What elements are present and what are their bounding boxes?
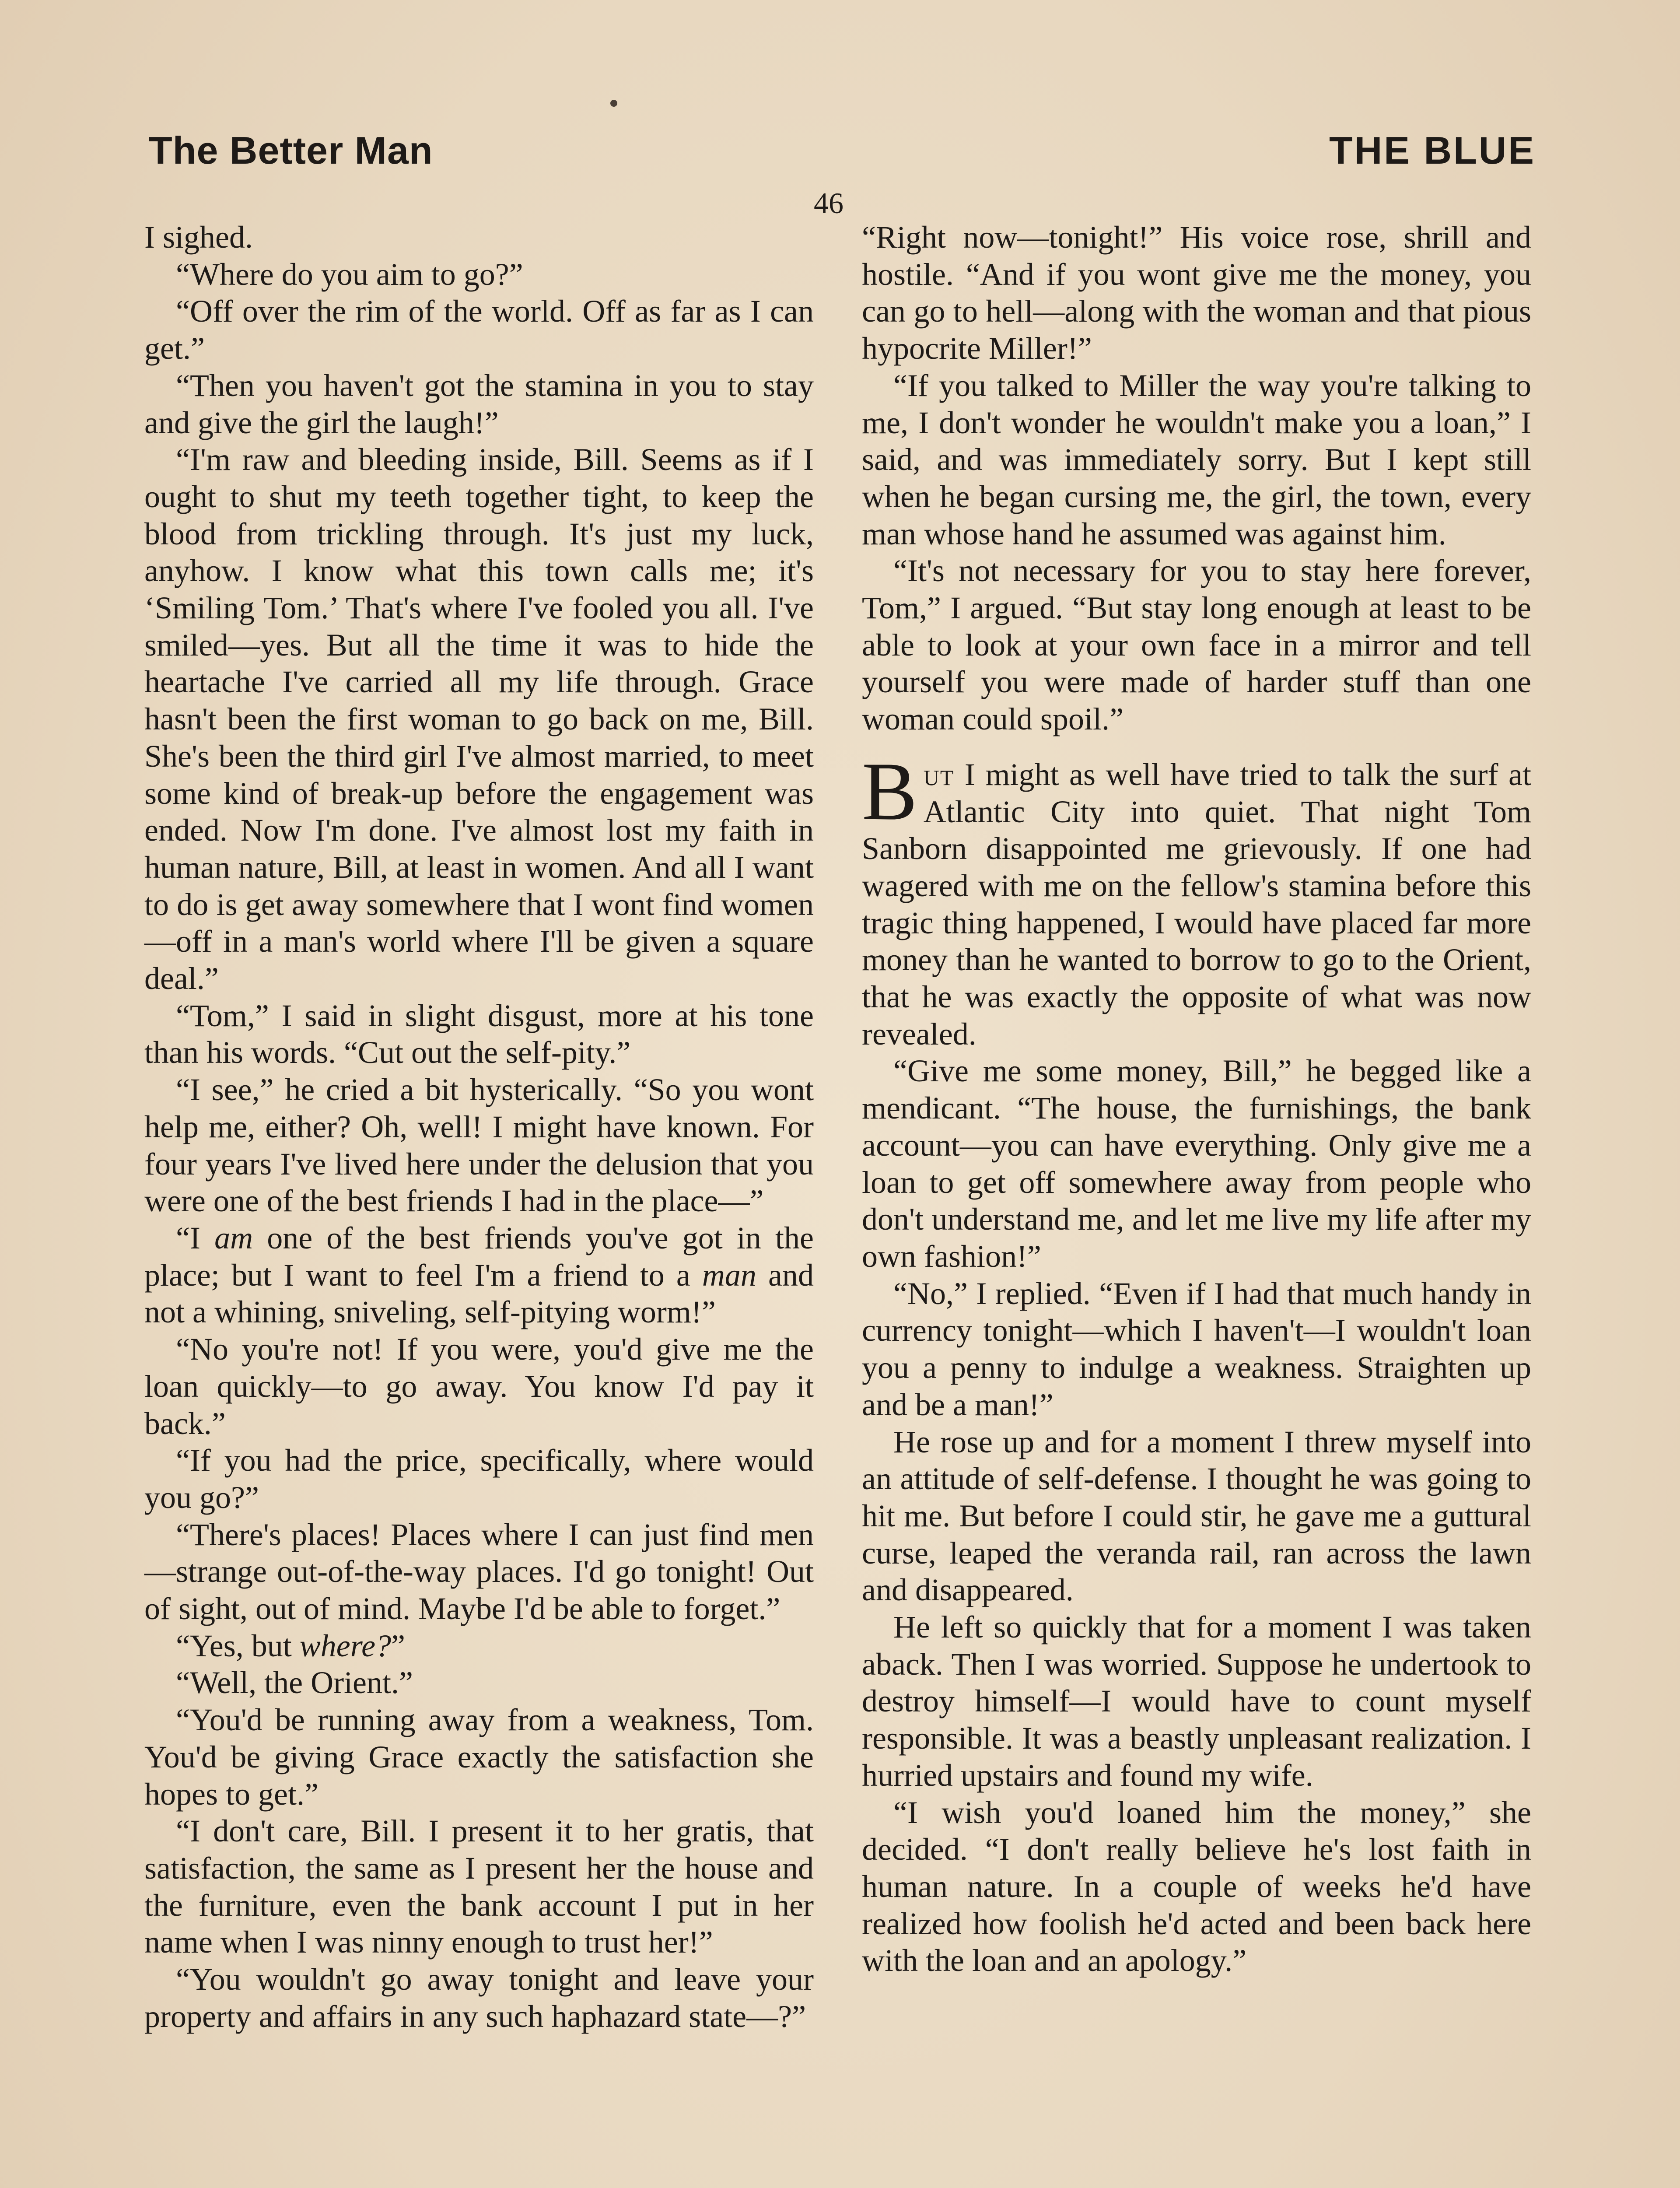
paragraph: “No you're not! If you were, you'd give me the loan quickly—to go away. You know I'd pay it back.” bbox=[144, 1332, 814, 1441]
emphasis: man bbox=[702, 1257, 756, 1293]
paragraph: “You'd be running away from a weakness, Tom. You'd be giving Grace exactly the satisfaction she hopes to get.” bbox=[144, 1702, 814, 1812]
running-head-story-title: The Better Man bbox=[149, 129, 433, 172]
text-run: ” bbox=[391, 1628, 405, 1663]
drop-cap: B bbox=[862, 745, 917, 838]
left-column bbox=[144, 219, 814, 2035]
paragraph: “If you had the price, specifically, where would you go?” bbox=[144, 1443, 814, 1515]
paragraph: “Give me some money, Bill,” he begged like a mendicant. “The house, the furnishings, the bank account—you can have everything. Only give me a loan to get off somewhere away from people who don't understand me, and let me live my life after my own fashion!” bbox=[862, 1053, 1531, 1274]
paragraph-with-emphasis bbox=[144, 1627, 814, 1665]
paragraph: “You wouldn't go away tonight and leave your property and affairs in any such haphazard state—?” bbox=[144, 1962, 814, 2034]
paragraph: He rose up and for a moment I threw myself into an attitude of self-defense. I thought he was going to hit me. But before I could stir, he gave me a guttural curse, leaped the veranda rail, ran across the lawn and disappeared. bbox=[862, 1424, 1531, 1608]
paragraph: “Then you haven't got the stamina in you to stay and give the girl the laugh!” bbox=[144, 368, 814, 440]
section-opening-paragraph bbox=[862, 745, 1531, 1053]
paragraph: “I see,” he cried a bit hysterically. “So you wont help me, either? Oh, well! I might have known. For four years I've lived here under the delusion that you were one of the best friends I had in the place—” bbox=[144, 1072, 814, 1219]
paragraph: “If you talked to Miller the way you're talking to me, I don't wonder he wouldn't make you a loan,” I said, and was immediately sorry. But I kept still when he began cursing me, the girl, the town, every man whose hand he assumed was against him. bbox=[862, 368, 1531, 551]
page-number: 46 bbox=[814, 186, 844, 220]
text-run: “I bbox=[176, 1220, 215, 1255]
paragraph: “Where do you aim to go?” bbox=[176, 256, 523, 292]
paragraph: “Tom,” I said in slight disgust, more at his tone than his words. “Cut out the self-pity.” bbox=[144, 998, 814, 1070]
small-caps-lead: ut bbox=[923, 757, 955, 792]
paragraph: “Well, the Orient.” bbox=[176, 1665, 413, 1701]
text-run: “Yes, but bbox=[176, 1628, 300, 1663]
emphasis: where? bbox=[299, 1628, 392, 1663]
text-run: one of the best friends you've got in the place; but I want to feel I'm a friend to a bbox=[144, 1220, 814, 1293]
paragraph: “I don't care, Bill. I present it to her gratis, that satisfaction, the same as I present her the house and the furniture, even the bank account I put in her name when I was ninny enough to trust her!” bbox=[144, 1813, 814, 1960]
emphasis: am bbox=[214, 1220, 253, 1255]
paragraph-with-emphasis bbox=[144, 1220, 814, 1331]
paragraph: “I'm raw and bleeding inside, Bill. Seems as if I ought to shut my teeth together tight, to keep the blood from trickling through. It's just my luck, anyhow. I know what this town calls me; it's ‘Smiling Tom.’ That's where I've fooled you all. I've smiled—yes. But all the time it was to hide the heartache I've carried all my life through. Grace hasn't been the first woman to go back on me, Bill. She's been the third girl I've almost married, to meet some kind of break-up before the engagement was ended. Now I'm done. I've almost lost my faith in human nature, Bill, at least in women. And all I want to do is get away somewhere that I wont find women—off in a man's world where I'll be given a square deal.” bbox=[144, 442, 814, 996]
ink-speck bbox=[610, 100, 617, 107]
text-run: I might as well have tried to talk the surf at Atlantic City into quiet. That night Tom Sanborn disappointed me grievously. If one had wagered with me on the fellow's stamina before this tragic thing happened, I would have placed far more money than he wanted to borrow to go to the Orient, that he was exactly the opposite of what was now revealed. bbox=[862, 757, 1531, 1052]
text-run: and not a whining, sniveling, self-pitying worm!” bbox=[144, 1257, 814, 1330]
paragraph: “I wish you'd loaned him the money,” she decided. “I don't really believe he's lost faith in human nature. In a couple of weeks he'd have realized how foolish he'd acted and been back here with the loan and an apology.” bbox=[862, 1795, 1531, 1978]
paragraph: “Right now—tonight!” His voice rose, shrill and hostile. “And if you wont give me the money, you can go to hell—along with the woman and that pious hypocrite Miller!” bbox=[862, 220, 1531, 366]
paragraph: “There's places! Places where I can just find men—strange out-of-the-way places. I'd go tonight! Out of sight, out of mind. Maybe I'd be able to forget.” bbox=[144, 1517, 814, 1627]
paragraph: “Off over the rim of the world. Off as far as I can get.” bbox=[144, 294, 814, 366]
paragraph: I sighed. bbox=[144, 220, 253, 255]
paragraph: He left so quickly that for a moment I was taken aback. Then I was worried. Suppose he undertook to destroy himself—I would have to count myself responsible. It was a beastly unpleasant realization. I hurried upstairs and found my wife. bbox=[862, 1609, 1531, 1793]
paragraph: “No,” I replied. “Even if I had that much handy in currency tonight—which I haven't—I wouldn't loan you a penny to indulge a weakness. Straighten up and be a man!” bbox=[862, 1276, 1531, 1422]
running-head-magazine-title: THE BLUE bbox=[1329, 129, 1536, 172]
right-column bbox=[862, 219, 1531, 1979]
paragraph: “It's not necessary for you to stay here forever, Tom,” I argued. “But stay long enough at least to be able to look at your own face in a mirror and tell yourself you were made of harder stuff than one woman could spoil.” bbox=[862, 553, 1531, 737]
